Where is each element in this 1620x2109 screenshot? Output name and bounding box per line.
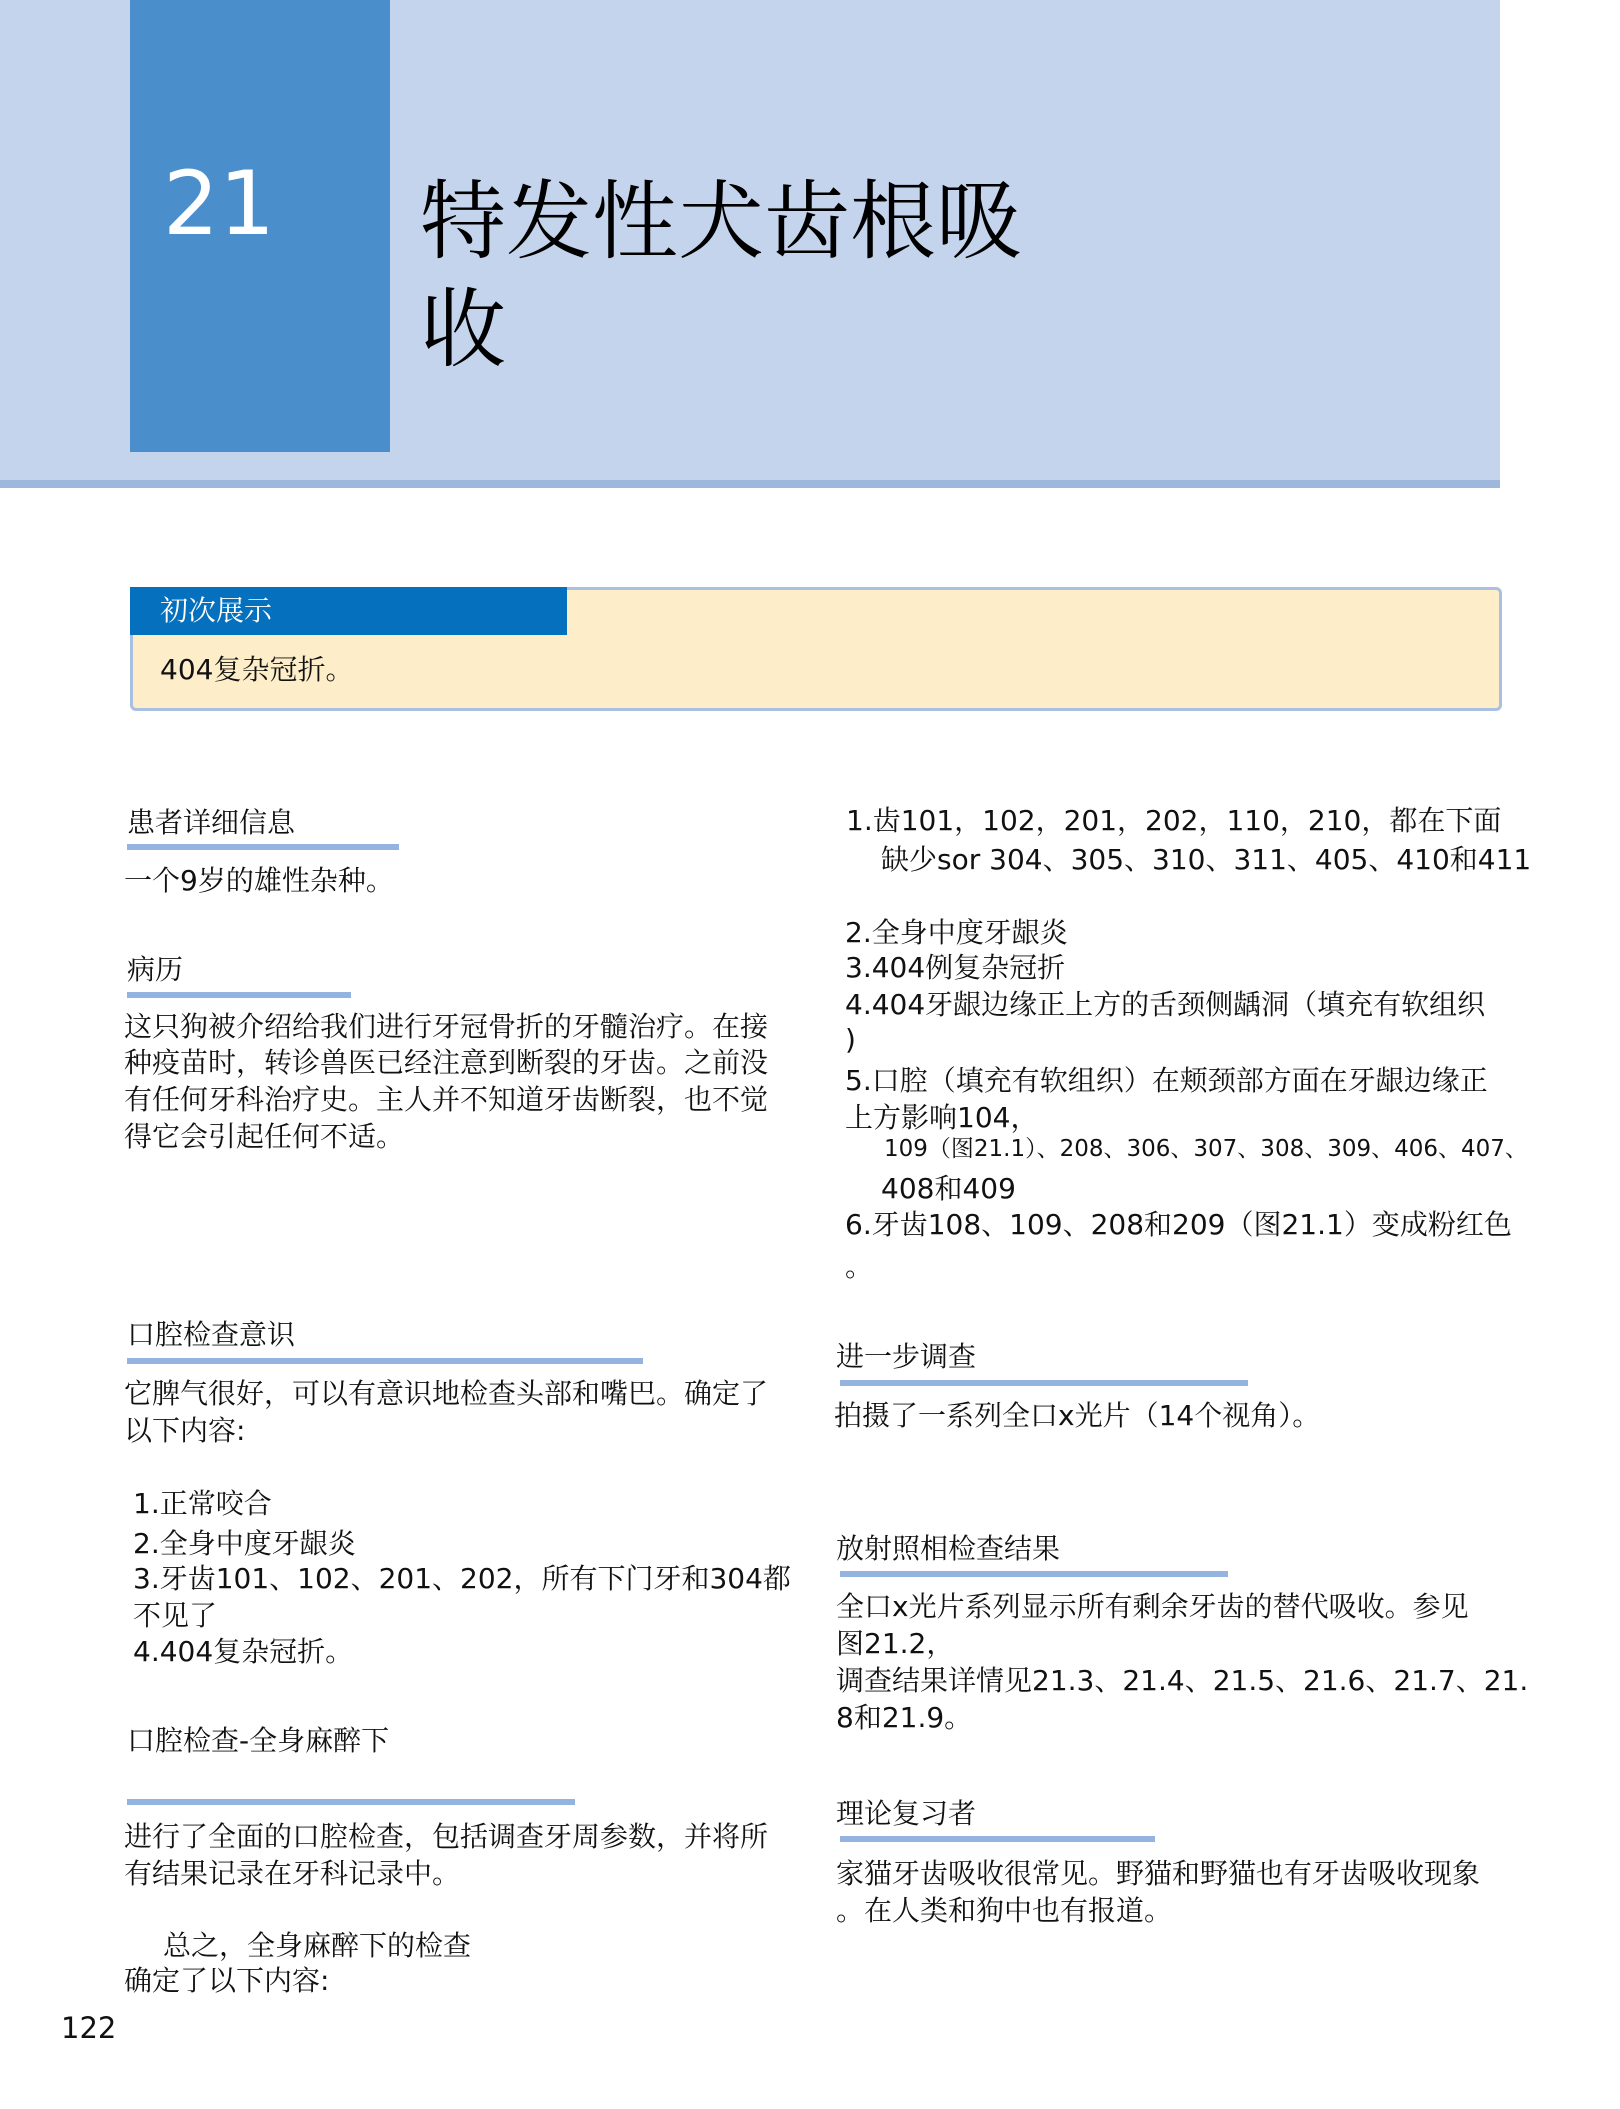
list-item: 3.牙齿101、102、201、202，所有下门牙和304都 [133,1562,791,1595]
list-item: 6.牙齿108、109、208和209（图21.1）变成粉红色 [845,1208,1512,1241]
list-item: ) [845,1023,856,1056]
list-item: 不见了 [133,1599,218,1632]
paragraph-line: 它脾气很好，可以有意识地检查头部和嘴巴。确定了 [124,1377,769,1410]
paragraph-line: 图21.2， [836,1627,955,1660]
section-heading: 放射照相检查结果 [836,1532,1061,1565]
section-heading: 口腔检查意识 [127,1318,296,1351]
list-item: 4.404复杂冠折。 [133,1635,354,1668]
list-item: 缺少sor 304、305、310、311、405、410和411 [881,843,1532,876]
paragraph-line: 得它会引起任何不适。 [124,1120,405,1153]
paragraph-line: 有结果记录在牙科记录中。 [124,1857,461,1890]
section-heading: 进一步调查 [836,1340,977,1373]
heading-underline [127,844,399,850]
page-number: 122 [61,2011,117,2045]
chapter-number: 21 [163,152,275,255]
paragraph-line: 有任何牙科治疗史。主人并不知道牙齿断裂，也不觉 [124,1083,769,1116]
presentation-label: 初次展示 [130,587,567,635]
heading-underline [127,1799,575,1805]
paragraph-line: 进行了全面的口腔检查，包括调查牙周参数，并将所 [124,1820,769,1853]
paragraph-line: 确定了以下内容: [124,1964,330,1997]
section-heading: 理论复习者 [836,1797,977,1830]
section-heading: 患者详细信息 [127,806,296,839]
paragraph-line: 8和21.9。 [836,1701,973,1734]
paragraph-line: 全口x光片系列显示所有剩余牙齿的替代吸收。参见 [836,1590,1469,1623]
list-item: 2.全身中度牙龈炎 [845,916,1068,949]
list-item: 。 [845,1250,874,1283]
heading-underline [840,1571,1228,1577]
heading-underline [127,992,351,998]
list-item: 2.全身中度牙龈炎 [133,1527,356,1560]
paragraph-line: 拍摄了一系列全口x光片（14个视角）。 [834,1399,1321,1432]
chapter-title-line: 收 [420,280,506,380]
chapter-title-line: 特发性犬齿根吸 [420,172,1022,272]
list-item: 3.404例复杂冠折 [845,951,1066,984]
paragraph-line: 一个9岁的雄性杂种。 [124,864,394,897]
heading-underline [840,1836,1155,1842]
section-heading: 病历 [127,953,184,986]
list-item: 1.齿101，102，201，202，110，210，都在下面 [846,804,1502,837]
list-item: 4.404牙龈边缘正上方的舌颈侧龋洞（填充有软组织 [845,988,1486,1021]
list-item: 5.口腔（填充有软组织）在颊颈部方面在牙龈边缘正 [845,1064,1488,1097]
presentation-text: 404复杂冠折。 [160,653,354,686]
chapter-title [420,168,1060,384]
heading-underline [127,1358,643,1364]
list-item: 上方影响104， [845,1101,1039,1134]
list-item: 1.正常咬合 [133,1487,272,1520]
paragraph-line: 家猫牙齿吸收很常见。野猫和野猫也有牙齿吸收现象 [836,1857,1481,1890]
list-item: 109（图21.1）、208、306、307、308、309、406、407、 [884,1136,1528,1162]
paragraph-line: 总之，全身麻醉下的检查 [163,1929,472,1962]
paragraph-line: 。在人类和狗中也有报道。 [836,1894,1173,1927]
heading-underline [840,1380,1248,1386]
paragraph-line: 调查结果详情见21.3、21.4、21.5、21.6、21.7、21. [836,1664,1529,1697]
section-heading: 口腔检查-全身麻醉下 [127,1724,390,1757]
list-item: 408和409 [881,1172,1016,1205]
paragraph-line: 这只狗被介绍给我们进行牙冠骨折的牙髓治疗。在接 [124,1010,769,1043]
paragraph-line: 种疫苗时，转诊兽医已经注意到断裂的牙齿。之前没 [124,1046,769,1079]
paragraph-line: 以下内容: [124,1414,246,1447]
